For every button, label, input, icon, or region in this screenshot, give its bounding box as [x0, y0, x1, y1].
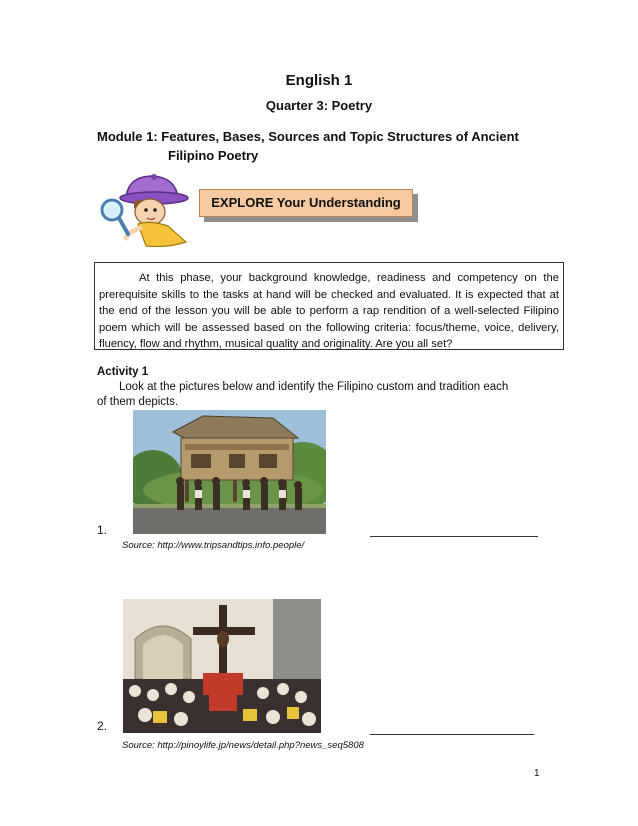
document-title: English 1 [285, 72, 353, 89]
activity-instruction-line-2: of them depicts. [97, 396, 179, 408]
activity-instruction [97, 380, 547, 410]
child-with-magnifying-glass-icon [98, 168, 193, 248]
item-number-1: 1. [97, 523, 108, 537]
explore-banner-label: EXPLORE Your Understanding [199, 189, 413, 217]
photo-source-2: Source: http://pinoylife.jp/news/detail.php?news_seq5808 [122, 740, 364, 751]
module-heading-line-1: Module 1: Features, Bases, Sources and Topic Structures of Ancient [97, 129, 519, 144]
page-number: 1 [534, 768, 540, 779]
photo-source-1: Source: http://www.tripsandtips.info.people/ [122, 540, 305, 551]
module-heading-line-2: Filipino Poetry [168, 148, 259, 163]
answer-blank-2[interactable] [370, 720, 534, 735]
bayanihan-house-carrying-photo [133, 410, 326, 534]
answer-blank-1[interactable] [370, 522, 538, 537]
religious-procession-photo [123, 599, 321, 733]
item-number-2: 2. [97, 719, 108, 733]
activity-title: Activity 1 [97, 366, 149, 378]
quarter-heading: Quarter 3: Poetry [265, 98, 373, 113]
explore-banner [199, 189, 415, 219]
phase-description-text: At this phase, your background knowledge, readiness and competency on the prerequisite skills to the tasks at hand will be checked and evaluated. It is expected that at the end of the lesson you will be able to perform a rap rendition of a well-selected Filipino poem which will be assessed based on the following criteria: focus/theme, voice, delivery, fluency, flow and rhythm, musical quality and originality. Are you all set? [99, 272, 559, 351]
activity-instruction-line-1: Look at the pictures below and identify the Filipino custom and tradition each [119, 381, 509, 393]
module-heading [97, 127, 519, 165]
phase-description-box [94, 262, 564, 350]
